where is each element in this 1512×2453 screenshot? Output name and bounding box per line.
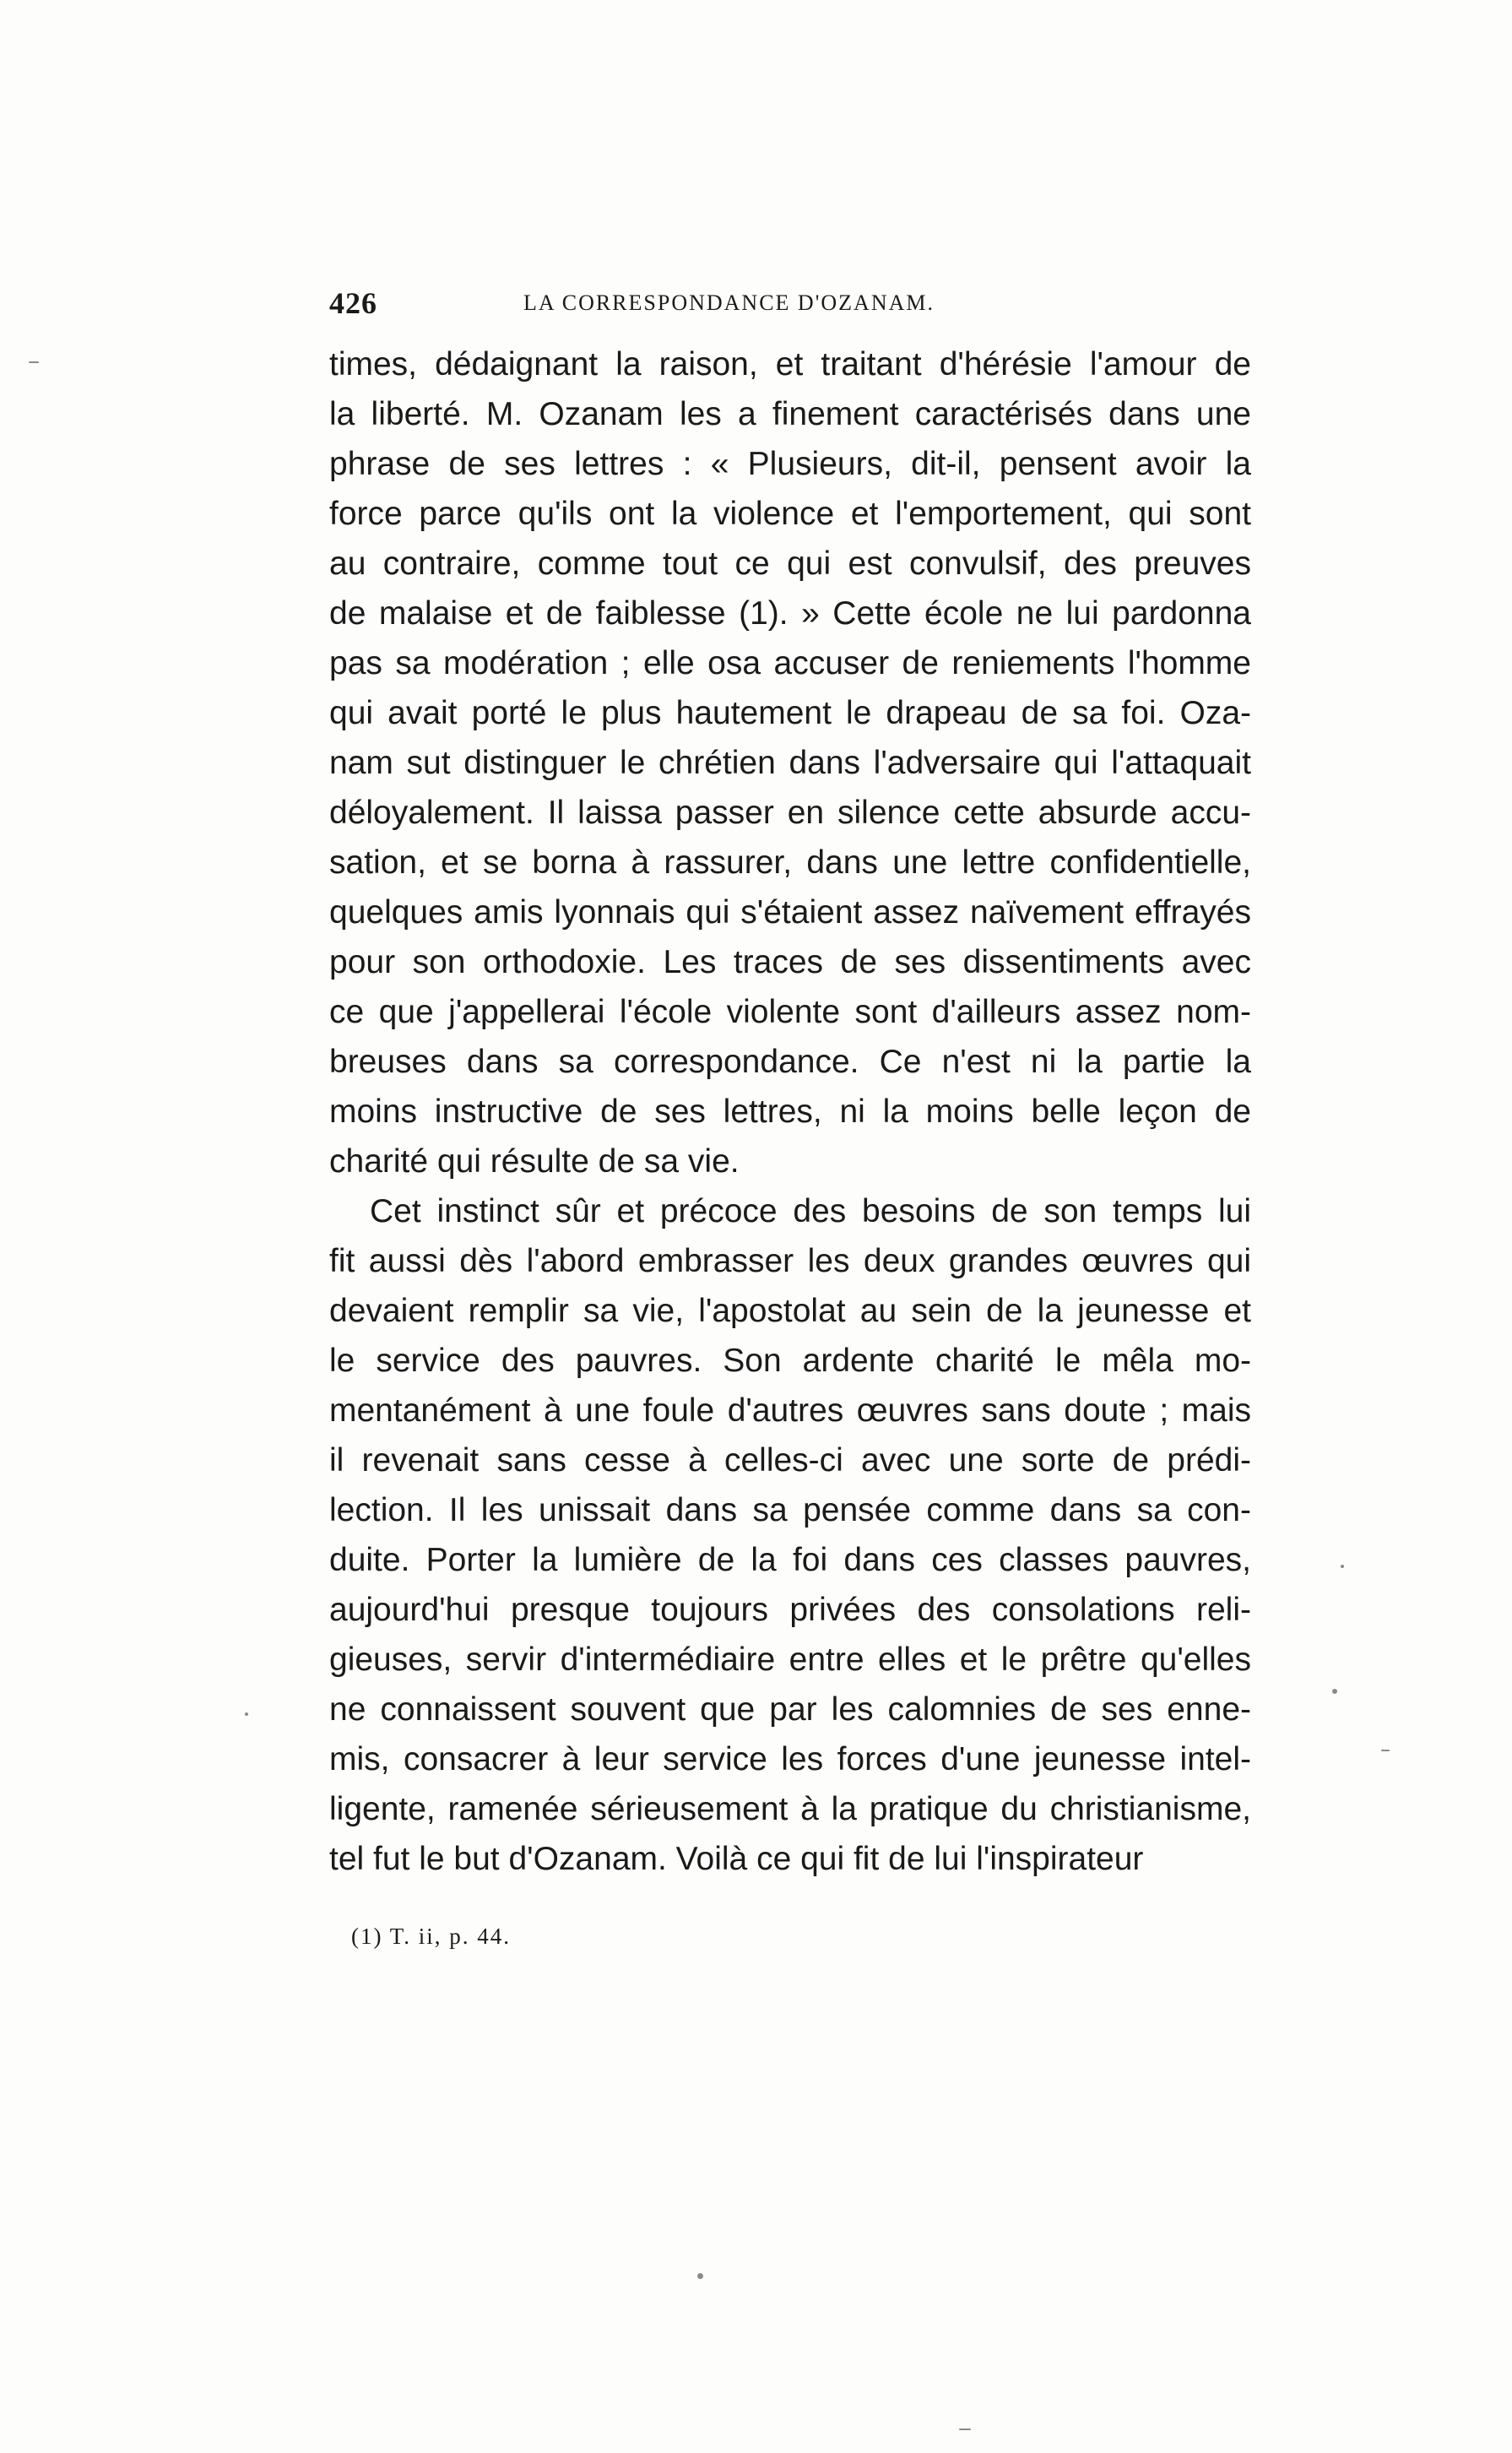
text-line: la liberté. M. Ozanam les a finement caractérisés dans une (329, 396, 1251, 432)
text-line: il revenait sans cesse à celles-ci avec une sorte de prédi- (329, 1442, 1251, 1479)
scan-speck (1332, 1689, 1337, 1694)
text-line: ligente, ramenée sérieusement à la pratique du christianisme, (329, 1791, 1251, 1827)
text-line: nam sut distinguer le chrétien dans l'adversaire qui l'attaquait (329, 745, 1251, 781)
text-line: au contraire, comme tout ce qui est convulsif, des preuves (329, 545, 1251, 582)
text-line: mis, consacrer à leur service les forces d'une jeunesse intel- (329, 1741, 1251, 1777)
text-line: gieuses, servir d'intermédiaire entre elles et le prêtre qu'elles (329, 1642, 1251, 1678)
text-line: phrase de ses lettres : « Plusieurs, dit-il, pensent avoir la (329, 446, 1251, 482)
text-line: charité qui résulte de sa vie. (329, 1143, 740, 1180)
text-line: déloyalement. Il laissa passer en silence cette absurde accu- (329, 795, 1251, 831)
text-line: ne connaissent souvent que par les calomnies de ses enne- (329, 1691, 1251, 1728)
body-text (329, 339, 1251, 1884)
text-line: ce que j'appellerai l'école violente sont d'ailleurs assez nom- (329, 994, 1251, 1030)
text-line: moins instructive de ses lettres, ni la moins belle leçon de (329, 1094, 1251, 1130)
scan-speck (29, 361, 39, 363)
text-line: sation, et se borna à rassurer, dans une lettre confidentielle, (329, 844, 1251, 881)
scan-speck (1341, 1565, 1344, 1568)
text-line: qui avait porté le plus hautement le drapeau de sa foi. Oza- (329, 695, 1251, 731)
text-line: aujourd'hui presque toujours privées des consolations reli- (329, 1592, 1251, 1628)
text-line: breuses dans sa correspondance. Ce n'est ni la partie la (329, 1044, 1251, 1080)
text-line: fit aussi dès l'abord embrasser les deux grandes œuvres qui (329, 1243, 1251, 1279)
text-line: quelques amis lyonnais qui s'étaient assez naïvement effrayés (329, 894, 1251, 931)
text-line: lection. Il les unissait dans sa pensée comme dans sa con- (329, 1492, 1251, 1528)
text-line: de malaise et de faiblesse (1). » Cette école ne lui pardonna (329, 595, 1251, 632)
running-title: LA CORRESPONDANCE D'OZANAM. (523, 290, 935, 315)
scan-speck (245, 1712, 248, 1716)
text-line: devaient remplir sa vie, l'apostolat au sein de la jeunesse et (329, 1293, 1251, 1329)
text-line: tel fut le but d'Ozanam. Voilà ce qui fit de lui l'inspirateur (329, 1841, 1144, 1877)
scan-speck (697, 2273, 703, 2279)
running-head (329, 285, 1249, 328)
text-line: pas sa modération ; elle osa accuser de reniements l'homme (329, 645, 1251, 681)
text-line: pour son orthodoxie. Les traces de ses dissentiments avec (329, 944, 1251, 980)
text-line: times, dédaignant la raison, et traitant d'hérésie l'amour de (329, 346, 1251, 383)
text-line: Cet instinct sûr et précoce des besoins de son temps lui (370, 1193, 1251, 1229)
scan-speck (1381, 1750, 1390, 1751)
footnote: (1) T. ii, p. 44. (351, 1924, 511, 1949)
text-line: duite. Porter la lumière de la foi dans ces classes pauvres, (329, 1542, 1251, 1578)
text-line: force parce qu'ils ont la violence et l'emportement, qui sont (329, 496, 1251, 532)
scan-speck (959, 2429, 971, 2430)
text-line: le service des pauvres. Son ardente charité le mêla mo- (329, 1343, 1251, 1379)
page-number: 426 (329, 286, 377, 320)
text-line: mentanément à une foule d'autres œuvres sans doute ; mais (329, 1392, 1251, 1429)
